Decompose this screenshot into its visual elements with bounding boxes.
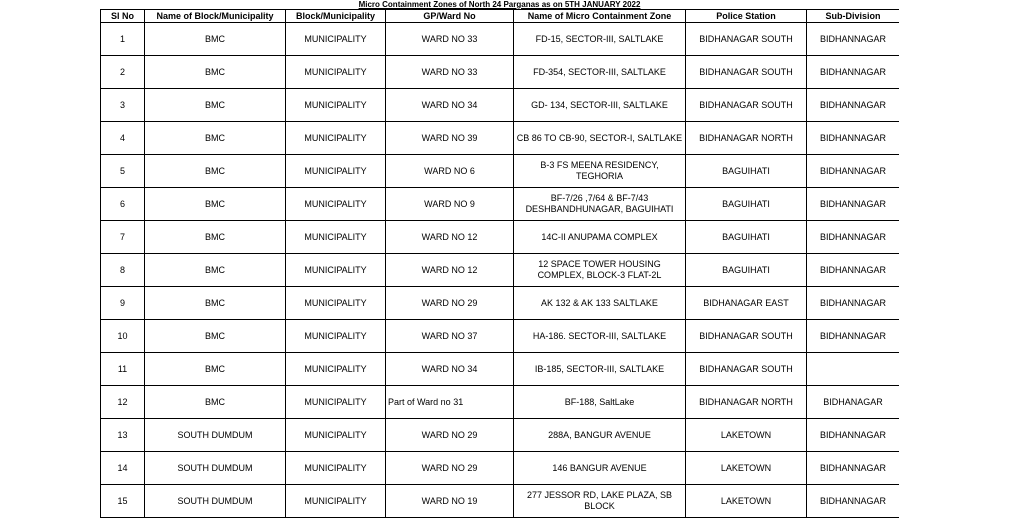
cell-zone: 12 SPACE TOWER HOUSING COMPLEX, BLOCK-3 FLAT-2L: [514, 254, 686, 287]
cell-police-station: BIDHANAGAR SOUTH: [686, 56, 807, 89]
cell-block-type: MUNICIPALITY: [286, 287, 386, 320]
cell-police-station: LAKETOWN: [686, 419, 807, 452]
column-header-block-name: Name of Block/Municipality: [145, 10, 286, 23]
cell-block-type: MUNICIPALITY: [286, 122, 386, 155]
cell-ward: WARD NO 12: [386, 254, 514, 287]
table-row: [101, 56, 900, 89]
cell-block-type: MUNICIPALITY: [286, 320, 386, 353]
document-title: Micro Containment Zones of North 24 Parganas as on 5TH JANUARY 2022: [358, 0, 641, 9]
cell-zone: HA-186. SECTOR-III, SALTLAKE: [514, 320, 686, 353]
table-row: [101, 419, 900, 452]
column-header-sub-division: Sub-Division: [807, 10, 900, 23]
cell-police-station: BIDHANAGAR NORTH: [686, 386, 807, 419]
table-row: [101, 386, 900, 419]
cell-sl-no: 11: [101, 353, 145, 386]
cell-police-station: LAKETOWN: [686, 452, 807, 485]
cell-zone: BF-7/26 ,7/64 & BF-7/43 DESHBANDHUNAGAR, BAGUIHATI: [514, 188, 686, 221]
cell-sl-no: 5: [101, 155, 145, 188]
cell-police-station: BIDHANAGAR EAST: [686, 287, 807, 320]
cell-block-name: BMC: [145, 320, 286, 353]
cell-zone: FD-15, SECTOR-III, SALTLAKE: [514, 23, 686, 56]
cell-sl-no: 9: [101, 287, 145, 320]
cell-block-name: BMC: [145, 353, 286, 386]
cell-block-type: MUNICIPALITY: [286, 254, 386, 287]
cell-block-name: BMC: [145, 56, 286, 89]
cell-sl-no: 13: [101, 419, 145, 452]
cell-block-name: SOUTH DUMDUM: [145, 452, 286, 485]
table-header-row: [101, 10, 900, 23]
cell-block-type: MUNICIPALITY: [286, 419, 386, 452]
cell-sl-no: 10: [101, 320, 145, 353]
table-row: [101, 23, 900, 56]
cell-block-type: MUNICIPALITY: [286, 221, 386, 254]
cell-sub-division: BIDHANNAGAR: [807, 23, 900, 56]
cell-sl-no: 14: [101, 452, 145, 485]
cell-block-name: BMC: [145, 122, 286, 155]
cell-sub-division: BIDHANNAGAR: [807, 485, 900, 518]
cell-sub-division: BIDHANNAGAR: [807, 89, 900, 122]
cell-sl-no: 7: [101, 221, 145, 254]
cell-sub-division: [807, 353, 900, 386]
document-sheet: [100, 0, 899, 519]
cell-sub-division: BIDHANNAGAR: [807, 287, 900, 320]
cell-ward: WARD NO 34: [386, 89, 514, 122]
cell-police-station: BAGUIHATI: [686, 254, 807, 287]
table-row: [101, 485, 900, 518]
cell-sl-no: 6: [101, 188, 145, 221]
cell-sl-no: 15: [101, 485, 145, 518]
cell-block-name: BMC: [145, 188, 286, 221]
cell-sub-division: BIDHANNAGAR: [807, 155, 900, 188]
cell-sub-division: BIDHANNAGAR: [807, 221, 900, 254]
table-row: [101, 254, 900, 287]
cell-sl-no: 1: [101, 23, 145, 56]
cell-zone: 146 BANGUR AVENUE: [514, 452, 686, 485]
column-header-sl-no: Sl No: [101, 10, 145, 23]
cell-police-station: BAGUIHATI: [686, 221, 807, 254]
cell-sub-division: BIDHANNAGAR: [807, 320, 900, 353]
cell-sub-division: BIDHANNAGAR: [807, 56, 900, 89]
cell-block-type: MUNICIPALITY: [286, 485, 386, 518]
cell-block-name: SOUTH DUMDUM: [145, 485, 286, 518]
cell-sl-no: 8: [101, 254, 145, 287]
table-row: [101, 188, 900, 221]
cell-ward: WARD NO 33: [386, 23, 514, 56]
table-row: [101, 89, 900, 122]
cell-sub-division: BIDHANNAGAR: [807, 188, 900, 221]
cell-zone: IB-185, SECTOR-III, SALTLAKE: [514, 353, 686, 386]
cell-sl-no: 2: [101, 56, 145, 89]
cell-ward: WARD NO 33: [386, 56, 514, 89]
cell-block-name: BMC: [145, 89, 286, 122]
cell-police-station: LAKETOWN: [686, 485, 807, 518]
cell-zone: 288A, BANGUR AVENUE: [514, 419, 686, 452]
cell-ward: WARD NO 34: [386, 353, 514, 386]
cell-sl-no: 12: [101, 386, 145, 419]
cell-zone: CB 86 TO CB-90, SECTOR-I, SALTLAKE: [514, 122, 686, 155]
cell-zone: AK 132 & AK 133 SALTLAKE: [514, 287, 686, 320]
cell-police-station: BAGUIHATI: [686, 188, 807, 221]
table-row: [101, 353, 900, 386]
cell-block-name: BMC: [145, 23, 286, 56]
table-row: [101, 155, 900, 188]
cell-ward: WARD NO 39: [386, 122, 514, 155]
cell-block-name: SOUTH DUMDUM: [145, 419, 286, 452]
cell-ward: WARD NO 6: [386, 155, 514, 188]
containment-zone-table: [100, 9, 899, 518]
cell-police-station: BIDHANAGAR SOUTH: [686, 89, 807, 122]
cell-ward: Part of Ward no 31: [386, 386, 514, 419]
column-header-police-station: Police Station: [686, 10, 807, 23]
cell-ward: WARD NO 37: [386, 320, 514, 353]
table-body: [101, 23, 900, 518]
cell-sub-division: BIDHANNAGAR: [807, 254, 900, 287]
cell-block-name: BMC: [145, 287, 286, 320]
column-header-zone: Name of Micro Containment Zone: [514, 10, 686, 23]
cell-ward: WARD NO 29: [386, 419, 514, 452]
cell-ward: WARD NO 29: [386, 452, 514, 485]
cell-sub-division: BIDHANNAGAR: [807, 419, 900, 452]
cell-ward: WARD NO 19: [386, 485, 514, 518]
table-row: [101, 122, 900, 155]
table-row: [101, 221, 900, 254]
cell-ward: WARD NO 12: [386, 221, 514, 254]
cell-sl-no: 4: [101, 122, 145, 155]
cell-police-station: BIDHANAGAR SOUTH: [686, 320, 807, 353]
cell-sub-division: BIDHANNAGAR: [807, 452, 900, 485]
table-row: [101, 452, 900, 485]
cell-block-name: BMC: [145, 386, 286, 419]
cell-block-name: BMC: [145, 221, 286, 254]
cell-sub-division: BIDHANNAGAR: [807, 122, 900, 155]
cell-block-type: MUNICIPALITY: [286, 155, 386, 188]
table-row: [101, 287, 900, 320]
cell-police-station: BIDHANAGAR SOUTH: [686, 353, 807, 386]
cell-block-type: MUNICIPALITY: [286, 188, 386, 221]
cell-zone: GD- 134, SECTOR-III, SALTLAKE: [514, 89, 686, 122]
column-header-block-type: Block/Municipality: [286, 10, 386, 23]
cell-police-station: BIDHANAGAR SOUTH: [686, 23, 807, 56]
table-row: [101, 320, 900, 353]
cell-zone: 14C-II ANUPAMA COMPLEX: [514, 221, 686, 254]
cell-block-name: BMC: [145, 254, 286, 287]
column-header-ward: GP/Ward No: [386, 10, 514, 23]
cell-ward: WARD NO 29: [386, 287, 514, 320]
cell-block-type: MUNICIPALITY: [286, 353, 386, 386]
cell-police-station: BIDHANAGAR NORTH: [686, 122, 807, 155]
cell-police-station: BAGUIHATI: [686, 155, 807, 188]
cell-block-type: MUNICIPALITY: [286, 452, 386, 485]
cell-block-name: BMC: [145, 155, 286, 188]
cell-zone: B-3 FS MEENA RESIDENCY, TEGHORIA: [514, 155, 686, 188]
cell-block-type: MUNICIPALITY: [286, 56, 386, 89]
cell-zone: FD-354, SECTOR-III, SALTLAKE: [514, 56, 686, 89]
cell-sl-no: 3: [101, 89, 145, 122]
cell-block-type: MUNICIPALITY: [286, 386, 386, 419]
cell-zone: BF-188, SaltLake: [514, 386, 686, 419]
cell-block-type: MUNICIPALITY: [286, 23, 386, 56]
cell-sub-division: BIDHANAGAR: [807, 386, 900, 419]
cell-zone: 277 JESSOR RD, LAKE PLAZA, SB BLOCK: [514, 485, 686, 518]
cell-ward: WARD NO 9: [386, 188, 514, 221]
cell-block-type: MUNICIPALITY: [286, 89, 386, 122]
